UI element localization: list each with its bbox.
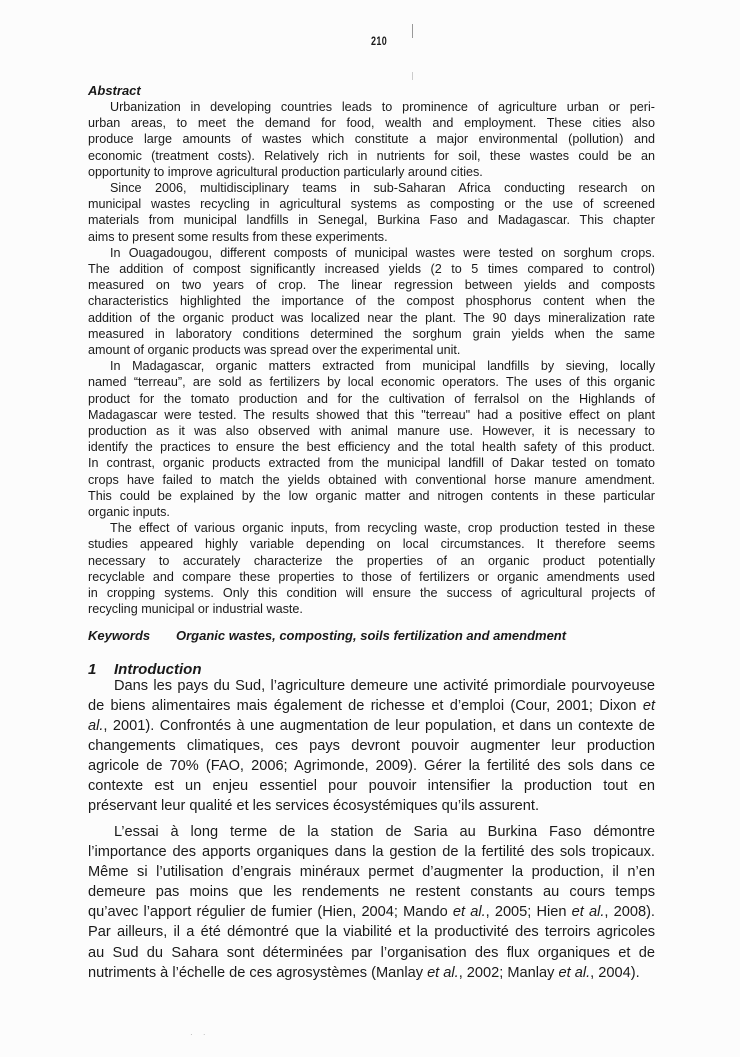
text-line: materials from municipal landfills in Senegal, Burkina Faso and Madagascar. This chapter <box>88 213 655 228</box>
text-line: named “terreau”, are sold as fertilizers by local economic operators. The uses of this organic <box>88 375 655 390</box>
text-segment: et al. <box>427 964 459 981</box>
text-line: necessary to accurately characterize the properties of an organic product potentially <box>88 553 655 568</box>
scan-mark <box>412 72 413 80</box>
text-line: Par ailleurs, il a été démontré que la viabilité et la productivité des terroirs agricoles <box>88 924 655 941</box>
text-line: changements climatiques, ces pays devront pouvoir augmenter leur production <box>88 738 655 754</box>
text-line: The effect of various organic inputs, from recycling waste, crop production tested in these <box>110 521 655 536</box>
page-number: 210 <box>371 34 388 48</box>
text-segment: , 2005; Hien <box>485 904 572 921</box>
text-line: Madagascar were tested. The results showed that this "terreau" had a positive effect on plant <box>88 407 655 422</box>
text-line: measured in laboratory conditions determined the sorghum grain yields when the same <box>88 326 655 341</box>
text-segment: et al. <box>558 964 591 981</box>
text-line: crops have failed to match the yields obtained with conventional horse manure amendment. <box>88 472 655 487</box>
text-line: recyclable and compare these properties to those of fertilizers or organic amendments used <box>88 569 655 584</box>
text-segment: , 2004). <box>590 964 640 981</box>
text-line: measured on two years of crop. The linear regression between yields and composts <box>88 278 655 293</box>
text-line: recycling municipal or industrial waste. <box>88 602 303 617</box>
text-line: l’importance des apports organiques dans la gestion de la fertilité des sols tropicaux. <box>88 844 655 861</box>
text-line: produce large amounts of wastes which constitute a major environmental (pollution) and <box>88 132 655 147</box>
text-line: This could be explained by the low organic matter and nitrogen contents in these particular <box>88 488 655 503</box>
abstract-body <box>88 99 655 618</box>
text-segment: qu’avec l’apport régulier de fumier (Hien, 2004; Mando <box>88 904 453 921</box>
keywords-label: Keywords <box>88 628 151 643</box>
text-segment: , 2001). Confrontés à une augmentation de leur population, et dans un contexte de <box>103 718 655 734</box>
scan-mark <box>412 24 413 38</box>
text-line: préservant leur qualité et les services écosystémiques qu’ils assurent. <box>88 798 539 814</box>
text-line: Même si l’utilisation d’engrais minéraux permet d’augmenter la production, il n’en <box>88 864 655 881</box>
keywords-value: Organic wastes, composting, soils fertilization and amendment <box>176 628 567 643</box>
text-line: Dans les pays du Sud, l’agriculture demeure une activité primordiale pourvoyeuse <box>114 678 655 694</box>
text-line: product for the tomato production and for the cultivation of ferralsol on the Highlands of <box>88 391 655 406</box>
text-line: aims to present some results from these experiments. <box>88 229 388 244</box>
text-segment: , 2002; Manlay <box>458 964 559 981</box>
text-line: organic inputs. <box>88 505 170 520</box>
text-line: au Sud du Sahara sont déterminées par l’organisation des flux organiques et de <box>88 944 655 961</box>
text-line <box>88 902 655 922</box>
scan-specks: · · <box>190 1030 210 1039</box>
text-line: characteristics highlighted the importance of the compost phosphorus content when the <box>88 294 655 309</box>
text-line: agricole de 70% (FAO, 2006; Agrimonde, 2009). Gérer la fertilité des sols dans ce <box>88 758 655 774</box>
text-line: amount of organic products was spread over the experimental unit. <box>88 343 461 358</box>
text-line <box>88 716 655 736</box>
text-segment: de biens alimentaires mais également de richesse et d’emploi (Cour, 2001; Dixon <box>88 698 643 714</box>
section-number: 1 <box>88 661 97 678</box>
text-line <box>88 963 655 983</box>
text-line: studies appeared highly variable depending on local circumstances. It therefore seems <box>88 537 655 552</box>
text-segment: al. <box>88 718 104 734</box>
keywords <box>88 628 655 643</box>
abstract-heading: Abstract <box>88 83 141 98</box>
text-line: municipal wastes recycling in agricultural systems as composting or the use of screened <box>88 197 655 212</box>
section-title: Introduction <box>114 661 202 678</box>
text-segment: nutriments à l’échelle de ces agrosystèmes (Manlay <box>88 964 428 981</box>
text-line: economic (treatment costs). Relatively rich in nutrients for soil, these wastes could be an <box>88 148 655 163</box>
text-line: L’essai à long terme de la station de Saria au Burkina Faso démontre <box>114 824 655 840</box>
text-line: In contrast, organic products extracted from the municipal landfill of Dakar tested on tomato <box>88 456 655 471</box>
text-line: demeure pas moins que les rendements ne restent constants au cours temps <box>88 884 655 901</box>
text-line: production as it was also observed with animal manure use. However, it is necessary to <box>88 424 655 439</box>
text-line: contexte est un enjeu essentiel pour pouvoir intensifier la production tout en <box>88 778 655 794</box>
text-segment: et <box>642 698 655 714</box>
text-line: In Ouagadougou, different composts of municipal wastes were tested on sorghum crops. <box>110 245 655 260</box>
text-segment: , 2008). <box>604 904 655 921</box>
text-segment: et al. <box>452 904 486 921</box>
text-line: identify the practices to ensure the best efficiency and the total health safety of this product. <box>88 440 655 455</box>
text-line: addition of the organic product was localized near the plant. The 90 days mineralization rate <box>88 310 655 325</box>
text-line: urban areas, to meet the demand for food, wealth and employment. These cities also <box>88 116 655 131</box>
text-line <box>88 696 655 716</box>
text-line: opportunity to improve agricultural production particularly around cities. <box>88 164 483 179</box>
introduction-paragraph <box>88 822 655 983</box>
text-line: In Madagascar, organic matters extracted from municipal landfills by sieving, locally <box>110 359 655 374</box>
text-line: Urbanization in developing countries leads to prominence of agriculture urban or peri- <box>110 100 655 114</box>
text-segment: et al. <box>571 904 605 921</box>
text-line: Since 2006, multidisciplinary teams in sub-Saharan Africa conducting research on <box>110 181 655 196</box>
introduction-paragraph <box>88 676 655 816</box>
text-line: The addition of compost significantly increased yields (2 to 5 times compared to control) <box>88 262 655 277</box>
text-line: in cropping systems. Only this condition will ensure the success of agricultural projects of <box>88 586 655 601</box>
